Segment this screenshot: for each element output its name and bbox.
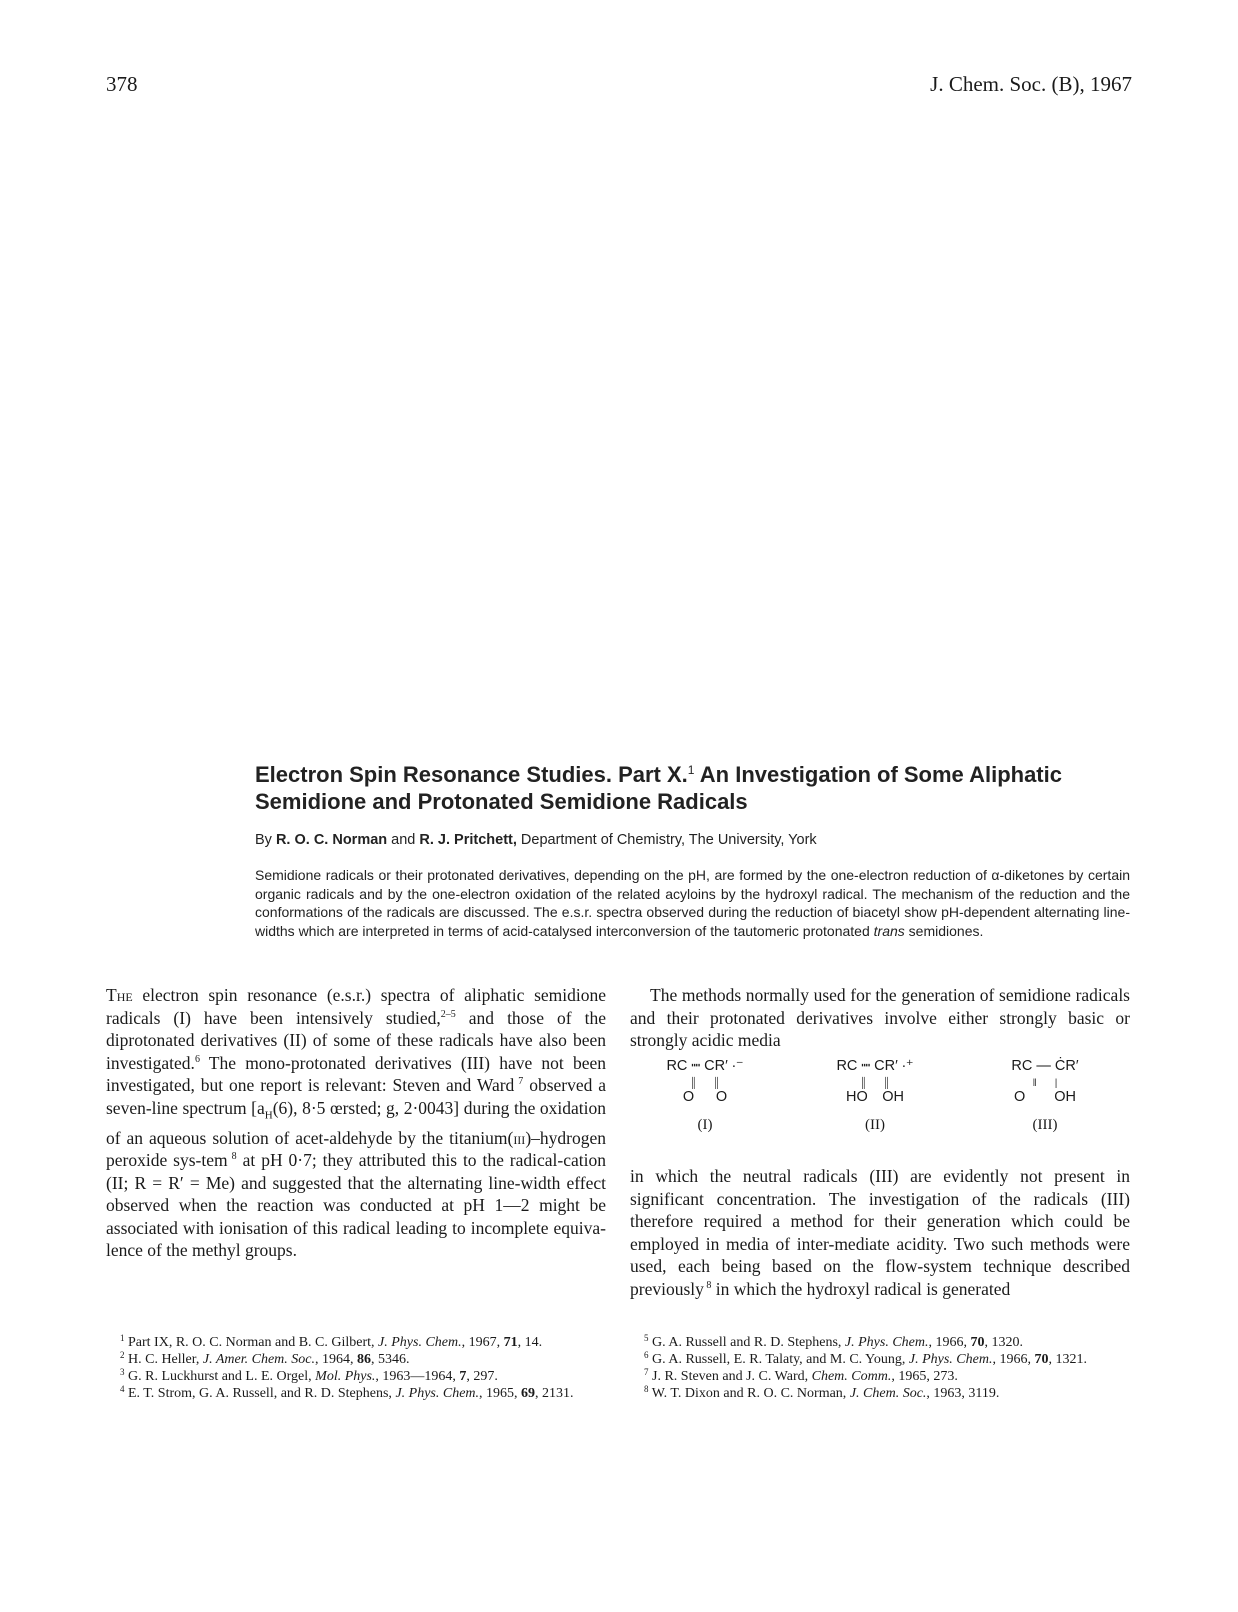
body-text: in which the neutral radicals (III) are evidently not present in significant concentration. The investigation of the radicals (III) therefore required a method for their generation which could be employed in media of inter-mediate acidity. Two such methods were used, each being based on the flow-system technique described previously: [630, 1166, 1130, 1299]
footnote-journal: Chem. Comm.: [811, 1369, 892, 1384]
structure-label: (I): [697, 1117, 713, 1133]
abstract-main: Semidione radicals or their protonated derivatives, depending on the pH, are formed by the one-electron reduction of α-diketones by certain organic radicals and by the one-electron oxidation of the related acyloins by the hydroxyl radical. The mechanism of the reduction and the conformations of the radicals are discussed. The e.s.r. spectra observed during the reduction of biacetyl show pH-dependent alternating line-widths which are interpreted in terms of acid-catalysed interconversion of the tautomeric protonated: [255, 867, 1130, 939]
body-column-left: [106, 984, 606, 1262]
body-text: at pH 0·7; they attributed this to the radical-cation (II; R = R′ = Me) and suggested that the alternating line-width effect observed when the reaction was conducted at pH 1—2 might be associated with ionisation of this radical leading to incomplete equiva-lence of the methyl groups.: [106, 1150, 607, 1260]
footnote-number: 2: [120, 1350, 125, 1360]
footnotes-left: [106, 1334, 602, 1402]
footnote-text: G. A. Russell and R. D. Stephens,: [648, 1335, 845, 1350]
footnote-text: , 1320.: [984, 1335, 1023, 1350]
structure-iii: [970, 1058, 1120, 1134]
structure-ii: [800, 1058, 950, 1134]
structure-label: (III): [1032, 1117, 1058, 1133]
footnote-text: , 1321.: [1048, 1352, 1087, 1367]
structure-substituents: O O: [682, 1089, 728, 1105]
footnote-volume: 7: [459, 1369, 467, 1384]
footnote: [630, 1368, 1126, 1385]
footnote-volume: 70: [1034, 1352, 1049, 1367]
ref-marker: 7: [514, 1076, 524, 1087]
body-column-right-top: [630, 984, 1130, 1052]
footnote-text: , 1963, 3119.: [926, 1386, 1000, 1401]
chemical-structures: [630, 1058, 1130, 1153]
structure-i: [630, 1058, 780, 1134]
ref-marker: 8: [703, 1279, 712, 1291]
footnote-number: 1: [120, 1333, 125, 1343]
structure-bonds: ‖ |: [1032, 1078, 1058, 1089]
footnote-text: , 297.: [466, 1369, 498, 1384]
footnote-text: E. T. Strom, G. A. Russell, and R. D. Stephens,: [124, 1386, 396, 1401]
and-label: and: [387, 832, 420, 848]
body-text: in which the hydroxyl radical is generated: [711, 1278, 1011, 1299]
title-ref: 1: [687, 763, 695, 777]
lead-word: The: [106, 985, 133, 1005]
footnote-journal: J. Phys. Chem.: [395, 1386, 480, 1401]
footnote-volume: 70: [970, 1335, 985, 1350]
footnote-number: 8: [644, 1384, 649, 1394]
footnote-journal: J. Phys. Chem.: [378, 1335, 462, 1350]
ref-marker: 6: [194, 1053, 200, 1065]
author-1: R. O. C. Norman: [275, 832, 388, 848]
footnotes-right: [630, 1334, 1126, 1402]
author-2: R. J. Pritchett,: [419, 832, 517, 848]
structure-bonds: ║ ║: [859, 1078, 891, 1089]
footnote-text: W. T. Dixon and R. O. C. Norman,: [648, 1386, 850, 1401]
small-caps: iii: [513, 1127, 526, 1148]
footnote-number: 4: [120, 1384, 125, 1394]
footnote-text: , 1965, 273.: [891, 1369, 958, 1384]
ref-marker: 8: [227, 1151, 237, 1162]
body-text: (6), 8·5 œrsted; g, 2·0043] during the oxidation of an aqueous solution of acet-aldehyde by the titanium(: [106, 1097, 606, 1148]
footnote-text: G. R. Luckhurst and L. E. Orgel,: [124, 1369, 316, 1384]
footnote: [630, 1385, 1126, 1402]
footnote-text: Part IX, R. O. C. Norman and B. C. Gilbert,: [124, 1335, 379, 1350]
footnote-journal: J. Amer. Chem. Soc.: [202, 1352, 315, 1367]
title-part1: Electron Spin Resonance Studies. Part X.: [255, 762, 688, 787]
structure-formula: RC — ĊR′: [1011, 1058, 1079, 1074]
abstract-italic: trans: [873, 922, 905, 939]
footnote-number: 3: [120, 1367, 125, 1377]
structure-formula: RC ┉ CR′ ·⁻: [666, 1058, 744, 1074]
body-text: The methods normally used for the generation of semidione radicals and their protonated derivatives involve either strongly basic or strongly acidic media: [630, 985, 1130, 1050]
footnote-number: 5: [644, 1333, 649, 1343]
article-title: [255, 757, 1135, 815]
footnote-text: , 1964,: [314, 1352, 357, 1367]
body-text: )–hydrogen peroxide sys-tem: [106, 1127, 606, 1170]
footnote-journal: Mol. Phys.: [315, 1369, 376, 1384]
footnote-volume: 86: [356, 1352, 371, 1367]
journal-citation: J. Chem. Soc. (B), 1967: [930, 72, 1132, 96]
body-column-right-bottom: [630, 1165, 1130, 1300]
ref-marker: 2–5: [440, 1008, 456, 1020]
body-text: The mono-protonated derivatives (III) have not been investigated, but one report is relevant: Steven and Ward: [106, 1052, 606, 1095]
footnote-number: 7: [644, 1367, 649, 1377]
footnote: [106, 1368, 602, 1385]
footnote-text: , 1965,: [479, 1386, 522, 1401]
body-text: and those of the diprotonated derivatives (II) of some of these radicals have also been investigated.: [106, 1007, 606, 1073]
footnote-text: , 5346.: [370, 1352, 410, 1367]
affiliation: Department of Chemistry, The University, York: [516, 832, 817, 848]
footnote-text: , 2131.: [535, 1386, 574, 1401]
footnote-journal: J. Phys. Chem.: [908, 1352, 993, 1367]
footnote: [630, 1351, 1126, 1368]
footnote-text: , 1966,: [992, 1352, 1035, 1367]
footnote-volume: 71: [503, 1335, 518, 1350]
structure-bonds: ║ ║: [689, 1078, 721, 1089]
abstract: [255, 866, 1130, 940]
footnote: [630, 1334, 1126, 1351]
footnote-journal: J. Phys. Chem.: [844, 1335, 929, 1350]
structure-substituents: O OH: [1013, 1089, 1077, 1105]
footnote-text: G. A. Russell, E. R. Talaty, and M. C. Young,: [648, 1352, 909, 1367]
abstract-end: semidiones.: [904, 922, 984, 939]
subscript: H: [264, 1109, 273, 1121]
page-number: 378: [106, 72, 138, 96]
footnote-text: , 14.: [517, 1335, 543, 1350]
footnote-text: , 1966,: [928, 1335, 971, 1350]
author-line: [255, 832, 1135, 848]
footnote: [106, 1385, 602, 1402]
title-part2: An Investigation of Some Aliphatic Semidione and Protonated Semidione Radicals: [255, 762, 1062, 814]
footnote-text: , 1967,: [461, 1335, 504, 1350]
footnote-text: J. R. Steven and J. C. Ward,: [648, 1369, 812, 1384]
footnote-journal: J. Chem. Soc.: [849, 1386, 927, 1401]
footnote-text: , 1963—1964,: [375, 1369, 460, 1384]
body-text: observed a seven-line spectrum [a: [106, 1075, 607, 1118]
footnote: [106, 1334, 602, 1351]
footnote-volume: 69: [521, 1386, 536, 1401]
body-text: electron spin resonance (e.s.r.) spectra of aliphatic semidione radicals (I) have been intensively studied,: [106, 985, 606, 1028]
structure-formula: RC ┉ CR′ ·⁺: [836, 1058, 914, 1074]
structure-substituents: HO OH: [846, 1089, 904, 1105]
footnote: [106, 1351, 602, 1368]
by-label: By: [255, 832, 276, 848]
structure-label: (II): [865, 1117, 885, 1133]
footnote-text: H. C. Heller,: [124, 1352, 203, 1367]
footnote-number: 6: [644, 1350, 649, 1360]
